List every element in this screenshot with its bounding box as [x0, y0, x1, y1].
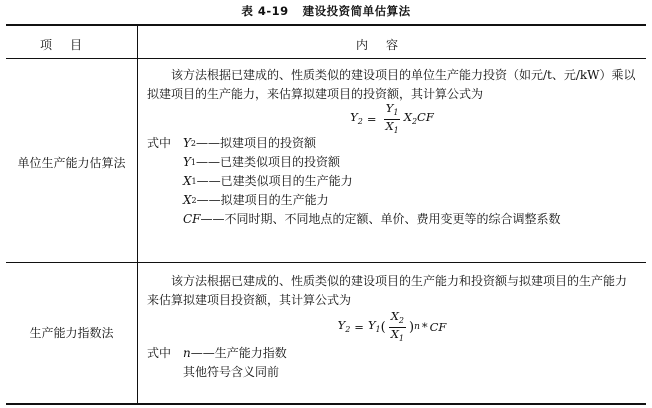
formula-capacity-index: $Y_2$ = $Y_1$ ( $\frac{X_2}{X_1}$ ) n * CF — [337, 308, 447, 343]
row-divider — [6, 262, 646, 263]
header-content: 内容 — [356, 38, 417, 52]
definition-item: 式中 Y 2 ——拟建项目的投资额 — [147, 136, 317, 150]
formula-tail: $X_2CF$ — [403, 109, 434, 126]
header-rule — [6, 58, 646, 59]
formula-coef: $Y_1$ — [367, 317, 381, 334]
top-rule — [6, 24, 646, 26]
table-number: 表 4-19 — [241, 4, 289, 18]
row-content-unit-capacity — [147, 66, 637, 229]
row-content-capacity-index — [147, 272, 637, 382]
formula-exponent: n — [414, 321, 420, 332]
bottom-rule — [6, 403, 646, 405]
formula-fraction: $\frac{X_2}{X_1}$ — [390, 308, 404, 343]
formula-fraction: $\frac{Y_1}{X_1}$ — [385, 100, 399, 135]
row-label-capacity-index: 生产能力指数法 — [29, 326, 114, 340]
method-description: 该方法根据已建成的、性质类似的建设项目的单位生产能力投资（如元/t、元/kW）乘以拟建项目的生产能力，来估算拟建项目的投资额，其计算公式为 — [147, 68, 636, 101]
definition-item: Y 1 ——已建类似项目的投资额 — [183, 155, 341, 169]
table-title: 建设投资简单估算法 — [302, 4, 411, 18]
symbol-definitions — [147, 344, 637, 382]
definition-item: CF ——不同时期、不同地点的定额、单价、费用变更等的综合调整系数 — [183, 212, 561, 226]
row-label-unit-capacity: 单位生产能力估算法 — [17, 156, 126, 170]
column-divider — [137, 25, 138, 404]
definition-note: 其他符号含义同前 — [183, 365, 280, 379]
formula-lhs: $Y_2$ — [350, 109, 363, 126]
formula-lhs: $Y_2$ — [337, 317, 351, 334]
method-description: 该方法根据已建成的、性质类似的建设项目的生产能力和投资额与拟建项目的生产能力来估算拟建项目投资额，其计算公式为 — [147, 274, 628, 307]
symbol-definitions — [147, 134, 637, 229]
definition-item: X 1 ——已建类似项目的生产能力 — [183, 174, 353, 188]
definition-item: X 2 ——拟建项目的生产能力 — [183, 193, 329, 207]
definition-item: 式中 n ——生产能力指数 — [147, 346, 287, 360]
table-caption — [0, 3, 652, 19]
formula-tail: CF — [429, 319, 447, 334]
header-item: 项目 — [40, 38, 101, 52]
formula-unit-capacity: $Y_2$ = $\frac{Y_1}{X_1}$ $X_2CF$ — [350, 100, 434, 135]
